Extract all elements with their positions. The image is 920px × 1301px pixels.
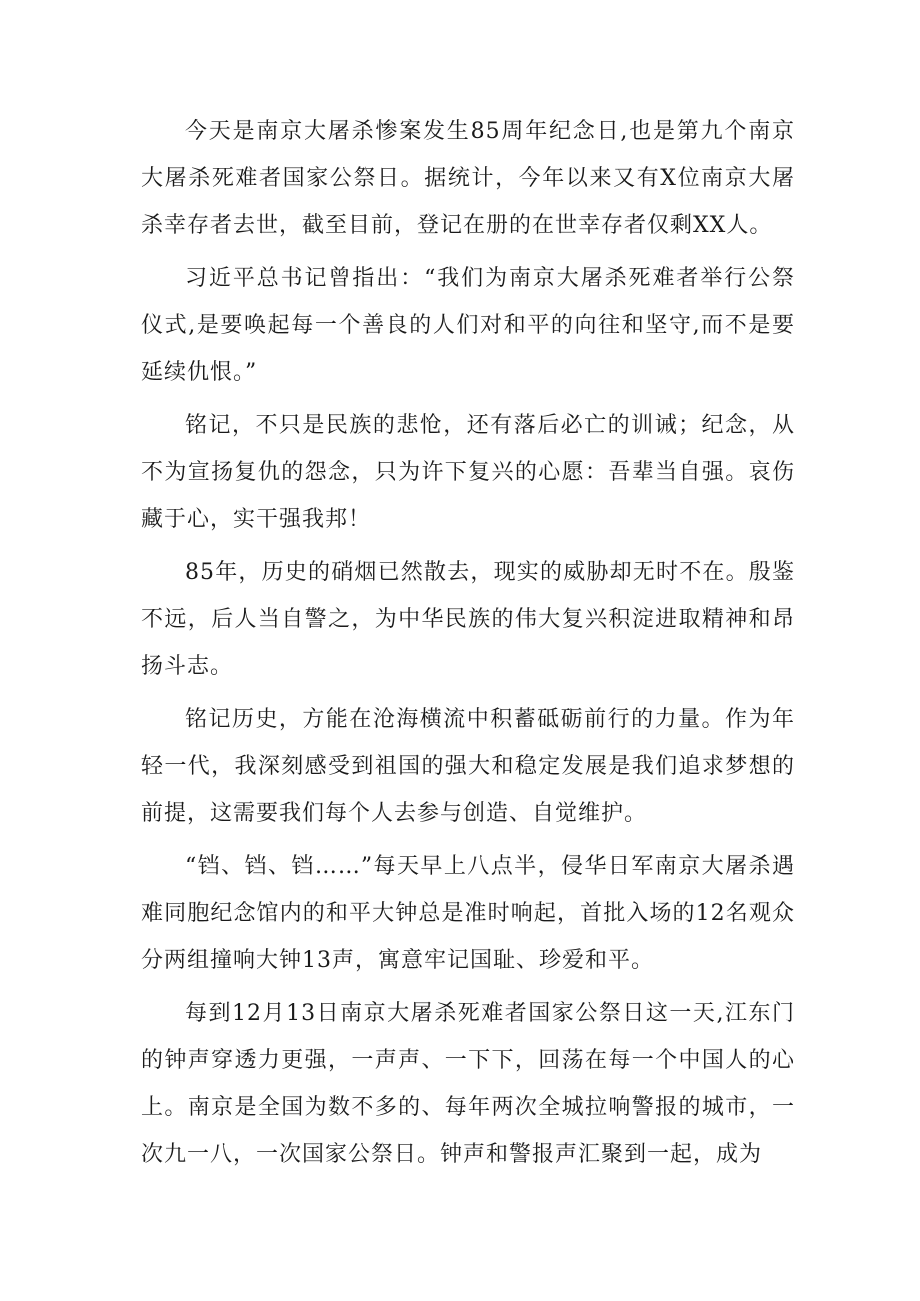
paragraph-7: 每到12月13日南京大屠杀死难者国家公祭日这一天,江东门的钟声穿透力更强，一声声、一下下，回荡在每一个中国人的心上。南京是全国为数不多的、每年两次全城拉响警报的城市，一次九一八，一次国家公祭日。钟声和警报声汇聚到一起，成为 <box>141 1001 795 1167</box>
paragraph-6: “铛、铛、铛……”每天早上八点半，侵华日军南京大屠杀遇难同胞纪念馆内的和平大钟总是准时响起，首批入场的12名观众分两组撞响大钟13声，寓意牢记国耻、珍爱和平。 <box>141 854 795 973</box>
paragraph-3: 铭记，不只是民族的悲怆，还有落后必亡的训诫；纪念，从不为宣扬复仇的怨念，只为许下复兴的心愿：吾辈当自强。哀伤藏于心，实干强我邦！ <box>141 413 795 532</box>
paragraph-1: 今天是南京大屠杀惨案发生85周年纪念日,也是第九个南京大屠杀死难者国家公祭日。据统计，今年以来又有X位南京大屠杀幸存者去世，截至目前，登记在册的在世幸存者仅剩XX人。 <box>141 119 795 238</box>
paragraph-2: 习近平总书记曾指出：“我们为南京大屠杀死难者举行公祭仪式,是要唤起每一个善良的人们对和平的向往和坚守,而不是要延续仇恨。” <box>141 266 795 385</box>
paragraph-4: 85年，历史的硝烟已然散去，现实的威胁却无时不在。殷鉴不远，后人当自警之，为中华民族的伟大复兴积淀进取精神和昂扬斗志。 <box>141 560 795 679</box>
paragraph-5: 铭记历史，方能在沧海横流中积蓄砥砺前行的力量。作为年轻一代，我深刻感受到祖国的强大和稳定发展是我们追求梦想的前提，这需要我们每个人去参与创造、自觉维护。 <box>141 707 795 826</box>
document-body <box>141 108 795 1184</box>
